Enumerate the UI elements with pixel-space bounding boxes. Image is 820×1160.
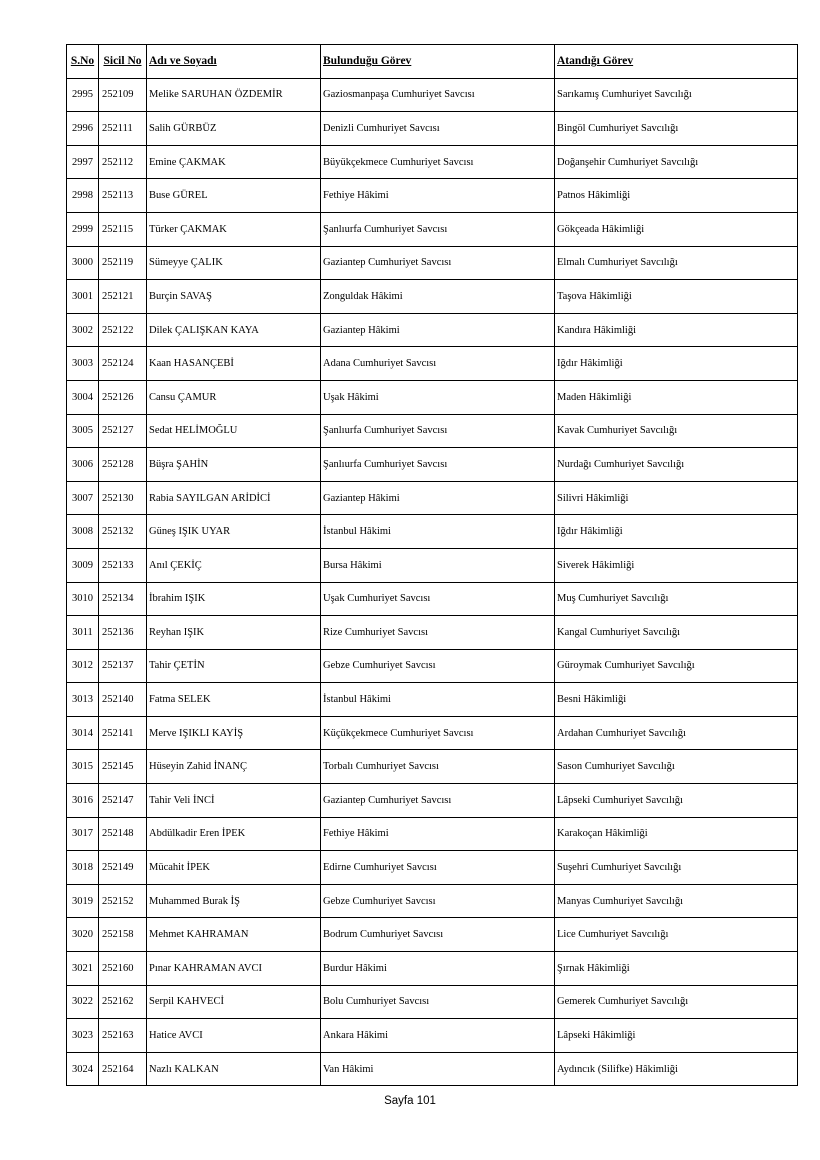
table-row [67,448,798,482]
table-row [67,918,798,952]
cell-assigned-post: Muş Cumhuriyet Savcılığı [555,582,798,616]
cell-sno: 3001 [67,280,99,314]
cell-assigned-post: Kavak Cumhuriyet Savcılığı [555,414,798,448]
cell-current-post: Van Hâkimi [321,1052,555,1086]
table-row [67,952,798,986]
cell-current-post: Gebze Cumhuriyet Savcısı [321,884,555,918]
cell-assigned-post: Elmalı Cumhuriyet Savcılığı [555,246,798,280]
table-row [67,649,798,683]
cell-sicil-no: 252111 [99,112,147,146]
cell-sicil-no: 252160 [99,952,147,986]
cell-name: Emine ÇAKMAK [147,145,321,179]
cell-name: Sedat HELİMOĞLU [147,414,321,448]
table-row [67,1019,798,1053]
cell-name: Güneş IŞIK UYAR [147,515,321,549]
cell-assigned-post: Iğdır Hâkimliği [555,515,798,549]
table-row [67,985,798,1019]
cell-assigned-post: Nurdağı Cumhuriyet Savcılığı [555,448,798,482]
cell-name: Tahir Veli İNCİ [147,784,321,818]
table-row [67,145,798,179]
cell-sicil-no: 252113 [99,179,147,213]
cell-current-post: Küçükçekmece Cumhuriyet Savcısı [321,716,555,750]
cell-current-post: Gebze Cumhuriyet Savcısı [321,649,555,683]
table-row [67,750,798,784]
cell-assigned-post: Lâpseki Cumhuriyet Savcılığı [555,784,798,818]
cell-current-post: Bursa Hâkimi [321,548,555,582]
cell-assigned-post: Maden Hâkimliği [555,380,798,414]
table-header-row [67,45,798,79]
cell-sno: 3006 [67,448,99,482]
cell-sno: 3004 [67,380,99,414]
table-row [67,481,798,515]
cell-current-post: Gaziantep Cumhuriyet Savcısı [321,246,555,280]
cell-current-post: Ankara Hâkimi [321,1019,555,1053]
cell-sno: 2995 [67,78,99,112]
cell-sno: 3019 [67,884,99,918]
table-row [67,683,798,717]
table-row [67,179,798,213]
cell-name: Abdülkadir Eren İPEK [147,817,321,851]
table-row [67,515,798,549]
cell-assigned-post: Iğdır Hâkimliği [555,347,798,381]
table-row [67,548,798,582]
cell-sicil-no: 252136 [99,616,147,650]
cell-assigned-post: Gemerek Cumhuriyet Savcılığı [555,985,798,1019]
cell-sno: 3003 [67,347,99,381]
cell-current-post: Gaziantep Cumhuriyet Savcısı [321,784,555,818]
table-row [67,112,798,146]
table-row [67,784,798,818]
cell-sicil-no: 252145 [99,750,147,784]
cell-assigned-post: Besni Hâkimliği [555,683,798,717]
table-row [67,380,798,414]
cell-sicil-no: 252148 [99,817,147,851]
cell-assigned-post: Lice Cumhuriyet Savcılığı [555,918,798,952]
table-body [67,78,798,1086]
cell-current-post: Denizli Cumhuriyet Savcısı [321,112,555,146]
cell-assigned-post: Manyas Cumhuriyet Savcılığı [555,884,798,918]
cell-name: Burçin SAVAŞ [147,280,321,314]
cell-current-post: Rize Cumhuriyet Savcısı [321,616,555,650]
cell-assigned-post: Sason Cumhuriyet Savcılığı [555,750,798,784]
cell-sicil-no: 252134 [99,582,147,616]
cell-current-post: Edirne Cumhuriyet Savcısı [321,851,555,885]
cell-assigned-post: Doğanşehir Cumhuriyet Savcılığı [555,145,798,179]
cell-sno: 3022 [67,985,99,1019]
cell-name: Büşra ŞAHİN [147,448,321,482]
cell-current-post: Burdur Hâkimi [321,952,555,986]
table-row [67,78,798,112]
cell-current-post: Zonguldak Hâkimi [321,280,555,314]
header-sicil-no: Sicil No [99,45,147,79]
cell-name: Salih GÜRBÜZ [147,112,321,146]
cell-sno: 3007 [67,481,99,515]
cell-sno: 3017 [67,817,99,851]
cell-sicil-no: 252141 [99,716,147,750]
cell-sicil-no: 252128 [99,448,147,482]
cell-current-post: Şanlıurfa Cumhuriyet Savcısı [321,212,555,246]
cell-current-post: Büyükçekmece Cumhuriyet Savcısı [321,145,555,179]
table-row [67,716,798,750]
cell-sicil-no: 252140 [99,683,147,717]
cell-name: Buse GÜREL [147,179,321,213]
cell-current-post: Şanlıurfa Cumhuriyet Savcısı [321,448,555,482]
cell-name: Serpil KAHVECİ [147,985,321,1019]
cell-name: Muhammed Burak İŞ [147,884,321,918]
cell-sno: 3011 [67,616,99,650]
cell-sicil-no: 252132 [99,515,147,549]
cell-current-post: Uşak Cumhuriyet Savcısı [321,582,555,616]
cell-sicil-no: 252163 [99,1019,147,1053]
cell-sicil-no: 252152 [99,884,147,918]
header-sno: S.No [67,45,99,79]
header-assigned-post: Atandığı Görev [555,45,798,79]
cell-assigned-post: Taşova Hâkimliği [555,280,798,314]
cell-name: Merve IŞIKLI KAYİŞ [147,716,321,750]
cell-current-post: İstanbul Hâkimi [321,683,555,717]
cell-name: Tahir ÇETİN [147,649,321,683]
cell-name: Reyhan IŞIK [147,616,321,650]
cell-current-post: Gaziosmanpaşa Cumhuriyet Savcısı [321,78,555,112]
cell-assigned-post: Siverek Hâkimliği [555,548,798,582]
cell-assigned-post: Silivri Hâkimliği [555,481,798,515]
cell-current-post: İstanbul Hâkimi [321,515,555,549]
cell-sicil-no: 252124 [99,347,147,381]
cell-current-post: Adana Cumhuriyet Savcısı [321,347,555,381]
cell-sno: 2997 [67,145,99,179]
cell-assigned-post: Patnos Hâkimliği [555,179,798,213]
cell-sno: 3021 [67,952,99,986]
cell-sno: 3012 [67,649,99,683]
cell-current-post: Bodrum Cumhuriyet Savcısı [321,918,555,952]
cell-sno: 3010 [67,582,99,616]
cell-assigned-post: Kandıra Hâkimliği [555,313,798,347]
cell-sicil-no: 252127 [99,414,147,448]
cell-sicil-no: 252158 [99,918,147,952]
table-row [67,414,798,448]
cell-sno: 2998 [67,179,99,213]
cell-assigned-post: Aydıncık (Silifke) Hâkimliği [555,1052,798,1086]
table-row [67,616,798,650]
cell-current-post: Gaziantep Hâkimi [321,481,555,515]
cell-sicil-no: 252115 [99,212,147,246]
table-row [67,817,798,851]
cell-assigned-post: Ardahan Cumhuriyet Savcılığı [555,716,798,750]
cell-name: Pınar KAHRAMAN AVCI [147,952,321,986]
cell-name: Hüseyin Zahid İNANÇ [147,750,321,784]
cell-sicil-no: 252164 [99,1052,147,1086]
cell-name: Anıl ÇEKİÇ [147,548,321,582]
cell-sicil-no: 252133 [99,548,147,582]
cell-sno: 3000 [67,246,99,280]
cell-sno: 3009 [67,548,99,582]
cell-name: Rabia SAYILGAN ARİDİCİ [147,481,321,515]
cell-sno: 3015 [67,750,99,784]
cell-sno: 3024 [67,1052,99,1086]
cell-sicil-no: 252149 [99,851,147,885]
cell-sicil-no: 252130 [99,481,147,515]
cell-sno: 3023 [67,1019,99,1053]
cell-sno: 3008 [67,515,99,549]
table-row [67,313,798,347]
cell-assigned-post: Bingöl Cumhuriyet Savcılığı [555,112,798,146]
cell-sicil-no: 252122 [99,313,147,347]
cell-current-post: Şanlıurfa Cumhuriyet Savcısı [321,414,555,448]
cell-assigned-post: Şırnak Hâkimliği [555,952,798,986]
cell-assigned-post: Lâpseki Hâkimliği [555,1019,798,1053]
cell-assigned-post: Karakoçan Hâkimliği [555,817,798,851]
cell-name: Cansu ÇAMUR [147,380,321,414]
cell-sicil-no: 252121 [99,280,147,314]
table-row [67,582,798,616]
cell-sicil-no: 252119 [99,246,147,280]
header-current-post: Bulunduğu Görev [321,45,555,79]
cell-current-post: Gaziantep Hâkimi [321,313,555,347]
cell-sno: 3018 [67,851,99,885]
cell-assigned-post: Kangal Cumhuriyet Savcılığı [555,616,798,650]
cell-assigned-post: Sarıkamış Cumhuriyet Savcılığı [555,78,798,112]
table-row [67,347,798,381]
cell-current-post: Fethiye Hâkimi [321,817,555,851]
cell-current-post: Uşak Hâkimi [321,380,555,414]
cell-name: Nazlı KALKAN [147,1052,321,1086]
cell-sno: 2999 [67,212,99,246]
table-row [67,851,798,885]
table-row [67,280,798,314]
cell-name: Mücahit İPEK [147,851,321,885]
cell-sno: 3013 [67,683,99,717]
table-row [67,884,798,918]
header-name: Adı ve Soyadı [147,45,321,79]
cell-sicil-no: 252162 [99,985,147,1019]
cell-name: Fatma SELEK [147,683,321,717]
cell-sno: 3014 [67,716,99,750]
cell-sicil-no: 252147 [99,784,147,818]
cell-sno: 3016 [67,784,99,818]
cell-sno: 3005 [67,414,99,448]
table-row [67,246,798,280]
cell-name: Kaan HASANÇEBİ [147,347,321,381]
cell-name: Mehmet KAHRAMAN [147,918,321,952]
cell-name: Sümeyye ÇALIK [147,246,321,280]
cell-sicil-no: 252126 [99,380,147,414]
appointment-table [66,44,798,1086]
page-number: Sayfa 101 [384,1095,436,1107]
cell-sno: 3020 [67,918,99,952]
cell-current-post: Bolu Cumhuriyet Savcısı [321,985,555,1019]
cell-sno: 3002 [67,313,99,347]
cell-name: Melike SARUHAN ÖZDEMİR [147,78,321,112]
cell-sno: 2996 [67,112,99,146]
cell-name: Hatice AVCI [147,1019,321,1053]
table-row [67,212,798,246]
cell-sicil-no: 252109 [99,78,147,112]
cell-sicil-no: 252137 [99,649,147,683]
cell-name: Türker ÇAKMAK [147,212,321,246]
cell-current-post: Torbalı Cumhuriyet Savcısı [321,750,555,784]
cell-assigned-post: Gökçeada Hâkimliği [555,212,798,246]
cell-current-post: Fethiye Hâkimi [321,179,555,213]
cell-sicil-no: 252112 [99,145,147,179]
cell-assigned-post: Suşehri Cumhuriyet Savcılığı [555,851,798,885]
cell-name: Dilek ÇALIŞKAN KAYA [147,313,321,347]
table-row [67,1052,798,1086]
cell-assigned-post: Güroymak Cumhuriyet Savcılığı [555,649,798,683]
cell-name: İbrahim IŞIK [147,582,321,616]
